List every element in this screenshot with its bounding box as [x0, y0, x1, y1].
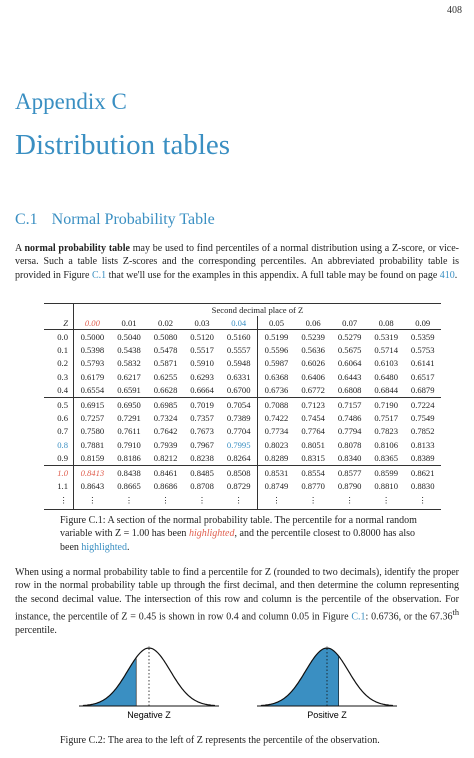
positive-z-curve — [257, 646, 397, 720]
table-row-z: 1.0 — [44, 465, 74, 479]
table-cell: 0.7580 — [80, 426, 105, 437]
table-cell: 0.7642 — [153, 426, 178, 437]
table-cell: 0.7967 — [190, 439, 214, 450]
table-cell: 0.6026 — [301, 358, 325, 369]
table-ellipsis: ⋮ — [220, 493, 257, 510]
table-cell: 0.7157 — [331, 397, 368, 411]
table-column-header: 0.05 — [258, 316, 295, 330]
table-cell: 0.5239 — [301, 331, 325, 342]
table-cell: 0.5398 — [80, 345, 105, 356]
table-row — [44, 438, 441, 451]
table-row-z: 0.7 — [44, 425, 74, 438]
table-cell: 0.7454 — [301, 413, 325, 424]
table-cell: 0.7611 — [117, 426, 141, 437]
table-cell: 0.8413 — [74, 465, 111, 479]
table-cell: 0.8264 — [220, 452, 257, 466]
section-heading — [15, 211, 215, 229]
table-cell: 0.6985 — [147, 397, 184, 411]
table-cell: 0.6950 — [111, 397, 148, 411]
table-cell: 0.8790 — [337, 480, 362, 491]
table-cell: 0.5319 — [374, 331, 398, 342]
table-cell: 0.7995 — [220, 438, 257, 451]
table-cell: 0.8665 — [117, 480, 141, 491]
table-row — [44, 370, 441, 383]
table-cell: 0.7357 — [190, 413, 214, 424]
table-row-z: 0.2 — [44, 357, 74, 370]
table-cell: 0.7088 — [258, 397, 295, 411]
table-cell: 0.5478 — [153, 345, 178, 356]
table-ellipsis: ⋮ — [331, 493, 368, 510]
table-cell: 0.8577 — [331, 465, 368, 479]
table-row — [44, 330, 441, 344]
table-z-header: Z — [44, 316, 74, 330]
negative-z-curve — [79, 646, 219, 720]
table-cell: 0.6772 — [301, 385, 325, 396]
negative-z-shaded-area — [83, 658, 136, 706]
table-row-z: 0.5 — [44, 397, 74, 411]
table-cell: 0.8830 — [410, 480, 435, 491]
table-cell: 0.5596 — [264, 345, 289, 356]
table-cell: 0.7549 — [410, 413, 435, 424]
figure-c1-caption: Figure C.1: A section of the normal probability table. The percentile for a normal random variable with Z = 1.00 has been highlighted, and the percentile closest to 0.8000 has also been highlighted. — [60, 515, 417, 553]
table-cell: 0.5438 — [117, 345, 141, 356]
table-row-z: 0.4 — [44, 384, 74, 398]
table-row — [44, 465, 441, 479]
table-column-header: 0.00 — [74, 316, 111, 330]
table-cell: 0.6628 — [153, 385, 178, 396]
table-column-header: 0.08 — [368, 316, 405, 330]
table-cell: 0.7291 — [117, 413, 141, 424]
table-cell: 0.7517 — [374, 413, 398, 424]
intro-paragraph: A normal probability table may be used to find percentiles of a normal distribution using a Z-score, or vice-versa. Such a table lists Z-scores and the corresponding percentiles. An abbreviated probability table is provided in Figure C.1 that we'll use for the examples in this appendix. A full table may be found on page 410. — [15, 243, 459, 281]
table-cell: 0.5359 — [410, 331, 435, 342]
table-cell: 0.6103 — [374, 358, 398, 369]
table-cell: 0.7764 — [301, 426, 325, 437]
table-row — [44, 411, 441, 424]
bold-term: normal probability table — [24, 243, 130, 254]
table-column-header: 0.09 — [404, 316, 441, 330]
table-cell: 0.5753 — [410, 345, 435, 356]
table-column-header: 0.06 — [295, 316, 332, 330]
table-cell: 0.5636 — [301, 345, 325, 356]
table-cell: 0.8389 — [410, 453, 435, 464]
table-cell: 0.8461 — [147, 465, 184, 479]
table-cell: 0.5160 — [220, 330, 257, 344]
table-cell: 0.7823 — [374, 426, 398, 437]
table-row-z: 0.1 — [44, 343, 74, 356]
table-cell: 0.5120 — [190, 331, 214, 342]
table-cell: 0.8315 — [301, 453, 325, 464]
table-cell: 0.8023 — [264, 439, 289, 450]
section-title: Normal Probability Table — [51, 211, 215, 228]
table-cell: 0.5517 — [190, 345, 214, 356]
table-cell: 0.8133 — [410, 439, 435, 450]
table-column-header: 0.04 — [220, 316, 257, 330]
table-cell: 0.7054 — [220, 397, 257, 411]
table-ellipsis: ⋮ — [404, 493, 441, 510]
table-cell: 0.7019 — [184, 397, 221, 411]
table-row-z: 0.8 — [44, 438, 74, 451]
table-row — [44, 343, 441, 356]
table-column-header: 0.03 — [184, 316, 221, 330]
table-cell: 0.7324 — [153, 413, 178, 424]
table-cell: 0.6293 — [190, 371, 214, 382]
highlight-blue-word: highlighted — [81, 541, 127, 553]
table-cell: 0.5675 — [337, 345, 362, 356]
table-row — [44, 452, 441, 466]
table-cell: 0.6179 — [80, 371, 105, 382]
table-cell: 0.8051 — [301, 439, 325, 450]
normal-probability-table — [44, 303, 441, 510]
table-cell: 0.5871 — [153, 358, 178, 369]
table-cell: 0.8438 — [111, 465, 148, 479]
chapter-title: Distribution tables — [15, 129, 231, 161]
table-cell: 0.8186 — [117, 453, 141, 464]
table-cell: 0.5987 — [264, 358, 289, 369]
table-cell: 0.6664 — [190, 385, 214, 396]
table-cell: 0.6915 — [74, 397, 111, 411]
table-row — [44, 397, 441, 411]
section-number: C.1 — [15, 211, 38, 228]
table-cell: 0.8508 — [220, 465, 257, 479]
table-super-header: Second decimal place of Z — [74, 304, 442, 317]
table-cell: 0.5557 — [220, 343, 257, 356]
table-cell: 0.5040 — [117, 331, 141, 342]
table-cell: 0.7673 — [190, 426, 214, 437]
table-cell: 0.7190 — [368, 397, 405, 411]
table-cell: 0.8340 — [337, 453, 362, 464]
table-cell: 0.6368 — [264, 371, 289, 382]
table-cell: 0.6480 — [374, 371, 398, 382]
page-number: 408 — [447, 5, 462, 16]
table-row — [44, 384, 441, 398]
table-cell: 0.5080 — [153, 331, 178, 342]
figure-link[interactable]: C.1 — [351, 611, 366, 623]
table-cell: 0.5948 — [220, 357, 257, 370]
table-row-z: 0.3 — [44, 370, 74, 383]
table-cell: 0.7794 — [337, 426, 362, 437]
table-cell: 0.6064 — [337, 358, 362, 369]
table-ellipsis: ⋮ — [74, 493, 111, 510]
table-cell: 0.8212 — [153, 453, 178, 464]
normal-curves-figure — [70, 640, 400, 724]
table-cell: 0.6591 — [117, 385, 141, 396]
page-link[interactable]: 410 — [439, 269, 455, 281]
figure-c2-caption: Figure C.2: The area to the left of Z represents the percentile of the observation. — [60, 735, 380, 746]
table-cell: 0.7257 — [80, 413, 105, 424]
table-column-header: 0.02 — [147, 316, 184, 330]
table-cell: 0.7881 — [80, 439, 105, 450]
table-cell: 0.5279 — [337, 331, 362, 342]
table-cell: 0.5910 — [190, 358, 214, 369]
table-cell: 0.6255 — [153, 371, 178, 382]
table-cell: 0.8106 — [374, 439, 398, 450]
table-row-z: 1.1 — [44, 479, 74, 492]
table-row — [44, 425, 441, 438]
table-cell: 0.6331 — [220, 370, 257, 383]
table-cell: 0.6700 — [220, 384, 257, 398]
table-ellipsis: ⋮ — [111, 493, 148, 510]
table-cell: 0.6517 — [410, 371, 435, 382]
table-cell: 0.8485 — [184, 465, 221, 479]
table-cell: 0.5199 — [264, 331, 289, 342]
table-cell: 0.5714 — [374, 345, 398, 356]
table-ellipsis: ⋮ — [44, 493, 74, 510]
negative-z-label: Negative Z — [127, 710, 171, 720]
table-cell: 0.8078 — [337, 439, 362, 450]
table-cell: 0.5793 — [80, 358, 105, 369]
table-cell: 0.6554 — [80, 385, 105, 396]
table-cell: 0.7389 — [220, 411, 257, 424]
table-cell: 0.8686 — [153, 480, 178, 491]
table-cell: 0.8554 — [295, 465, 332, 479]
table-column-header: 0.01 — [111, 316, 148, 330]
table-row — [44, 357, 441, 370]
table-cell: 0.6406 — [301, 371, 325, 382]
table-cell: 0.8749 — [264, 480, 289, 491]
table-row-z: 0.6 — [44, 411, 74, 424]
appendix-label: Appendix C — [15, 89, 127, 114]
table-cell: 0.6141 — [410, 358, 435, 369]
positive-z-label: Positive Z — [307, 710, 347, 720]
highlight-red-word: highlighted — [188, 528, 235, 540]
table-row — [44, 479, 441, 492]
table-cell: 0.6879 — [410, 385, 435, 396]
table-cell: 0.8531 — [258, 465, 295, 479]
table-cell: 0.7123 — [295, 397, 332, 411]
table-ellipsis: ⋮ — [368, 493, 405, 510]
table-cell: 0.8238 — [190, 453, 214, 464]
table-row-z: 0.0 — [44, 330, 74, 344]
table-cell: 0.5832 — [117, 358, 141, 369]
figure-link[interactable]: C.1 — [91, 269, 107, 281]
table-cell: 0.8643 — [80, 480, 105, 491]
table-cell: 0.6443 — [337, 371, 362, 382]
table-cell: 0.8159 — [80, 453, 105, 464]
table-cell: 0.7939 — [153, 439, 178, 450]
table-cell: 0.7224 — [404, 397, 441, 411]
table-cell: 0.8810 — [374, 480, 398, 491]
table-cell: 0.5000 — [80, 331, 105, 342]
table-ellipsis: ⋮ — [295, 493, 332, 510]
table-cell: 0.7852 — [410, 426, 435, 437]
table-cell: 0.8365 — [374, 453, 398, 464]
table-cell: 0.8729 — [220, 479, 257, 492]
table-row-z: 0.9 — [44, 452, 74, 466]
table-cell: 0.8289 — [264, 453, 289, 464]
table-ellipsis: ⋮ — [184, 493, 221, 510]
table-cell: 0.7704 — [220, 425, 257, 438]
usage-paragraph: When using a normal probability table to find a percentile for Z (rounded to two decimals), identify the proper row in the normal probability table up through the first decimal, and then determine the column representing the second decimal value. The intersection of this row and column is the percentile of the observation. For instance, the percentile of Z = 0.45 is shown in row 0.4 and column 0.05 in Figure C.1: 0.6736, or the 67.36th percentile. — [15, 567, 460, 636]
table-cell: 0.7734 — [264, 426, 289, 437]
table-cell: 0.6736 — [264, 385, 289, 396]
table-ellipsis: ⋮ — [258, 493, 295, 510]
table-cell: 0.8708 — [190, 480, 214, 491]
table-cell: 0.6217 — [117, 371, 141, 382]
table-cell: 0.7486 — [337, 413, 362, 424]
table-header-blank — [44, 304, 74, 317]
table-cell: 0.7422 — [264, 413, 289, 424]
table-cell: 0.8621 — [404, 465, 441, 479]
table-cell: 0.7910 — [117, 439, 141, 450]
table-ellipsis: ⋮ — [147, 493, 184, 510]
table-cell: 0.8599 — [368, 465, 405, 479]
table-cell: 0.8770 — [301, 480, 325, 491]
table-cell: 0.6808 — [337, 385, 362, 396]
table-cell: 0.6844 — [374, 385, 398, 396]
table-column-header: 0.07 — [331, 316, 368, 330]
